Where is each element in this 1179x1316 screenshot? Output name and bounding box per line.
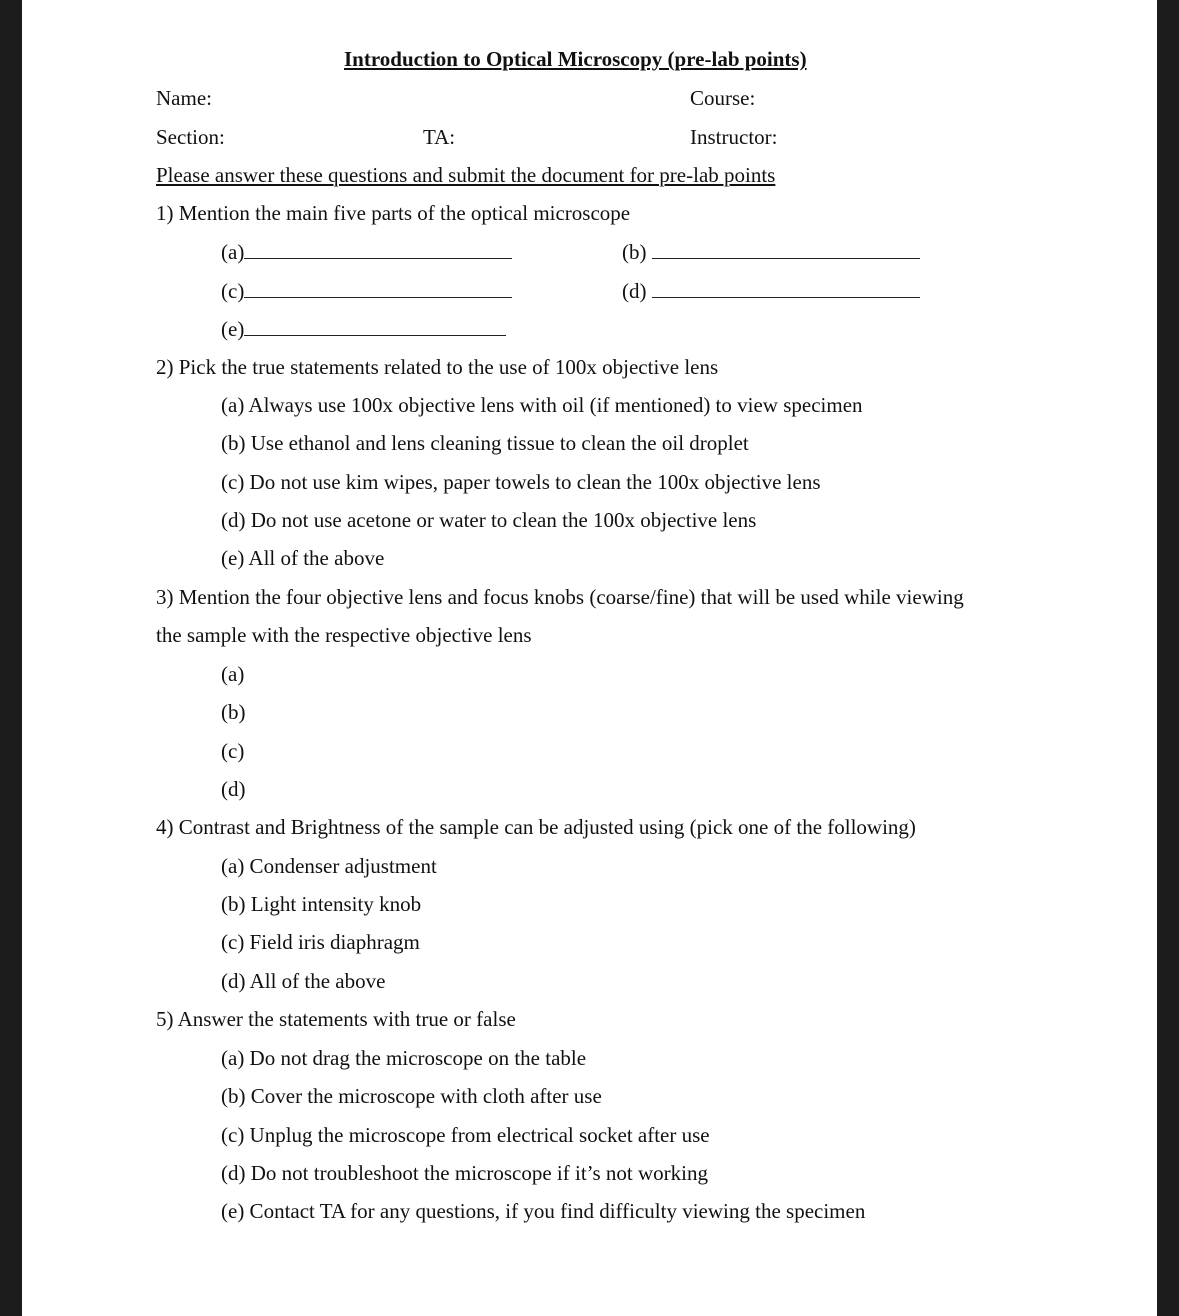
question-3-line-1: 3) Mention the four objective lens and focus knobs (coarse/fine) that will be used while viewing xyxy=(156,585,964,609)
q1-answer-c xyxy=(221,279,512,303)
question-4: 4) Contrast and Brightness of the sample can be adjusted using (pick one of the following) xyxy=(156,815,916,839)
q1-answer-a xyxy=(221,240,512,264)
q1-label-e: (e) xyxy=(221,317,245,341)
answer-blank[interactable] xyxy=(244,279,512,298)
q2-option: (b) Use ethanol and lens cleaning tissue to clean the oil droplet xyxy=(221,431,749,455)
q4-option: (c) Field iris diaphragm xyxy=(221,930,420,954)
q3-option: (b) xyxy=(221,700,246,724)
name-label: Name: xyxy=(156,86,212,110)
course-label: Course: xyxy=(690,86,756,110)
question-1: 1) Mention the main five parts of the optical microscope xyxy=(156,201,631,225)
q1-answer-e xyxy=(221,317,506,341)
q5-option: (a) Do not drag the microscope on the table xyxy=(221,1046,587,1070)
q1-answer-b xyxy=(622,240,920,264)
q4-option: (a) Condenser adjustment xyxy=(221,854,437,878)
answer-blank[interactable] xyxy=(652,240,920,259)
q1-label-d: (d) xyxy=(622,279,647,303)
question-5: 5) Answer the statements with true or false xyxy=(156,1007,516,1031)
q5-option: (c) Unplug the microscope from electrical socket after use xyxy=(221,1123,710,1147)
instructor-label: Instructor: xyxy=(690,125,778,149)
q1-label-a: (a) xyxy=(221,240,245,264)
q4-option: (d) All of the above xyxy=(221,969,386,993)
question-3-line-2: the sample with the respective objective lens xyxy=(156,623,532,647)
q1-label-b: (b) xyxy=(622,240,647,264)
q3-option: (a) xyxy=(221,662,245,686)
instruction-text: Please answer these questions and submit the document for pre-lab points xyxy=(156,163,776,187)
q2-option: (a) Always use 100x objective lens with oil (if mentioned) to view specimen xyxy=(221,393,863,417)
q5-option: (e) Contact TA for any questions, if you find difficulty viewing the specimen xyxy=(221,1199,866,1223)
document-page xyxy=(22,0,1157,1316)
q1-answer-d xyxy=(622,279,920,303)
q2-option: (c) Do not use kim wipes, paper towels to clean the 100x objective lens xyxy=(221,470,821,494)
answer-blank[interactable] xyxy=(652,279,920,298)
ta-label: TA: xyxy=(423,125,456,149)
q4-option: (b) Light intensity knob xyxy=(221,892,422,916)
q2-option: (e) All of the above xyxy=(221,546,385,570)
q2-option: (d) Do not use acetone or water to clean the 100x objective lens xyxy=(221,508,757,532)
q3-option: (c) xyxy=(221,739,245,763)
section-label: Section: xyxy=(156,125,225,149)
question-2: 2) Pick the true statements related to the use of 100x objective lens xyxy=(156,355,719,379)
q1-label-c: (c) xyxy=(221,279,245,303)
q5-option: (b) Cover the microscope with cloth after use xyxy=(221,1084,602,1108)
q3-option: (d) xyxy=(221,777,246,801)
answer-blank[interactable] xyxy=(244,317,506,336)
q5-option: (d) Do not troubleshoot the microscope if it’s not working xyxy=(221,1161,709,1185)
answer-blank[interactable] xyxy=(244,240,512,259)
document-title: Introduction to Optical Microscopy (pre-lab points) xyxy=(344,47,807,71)
